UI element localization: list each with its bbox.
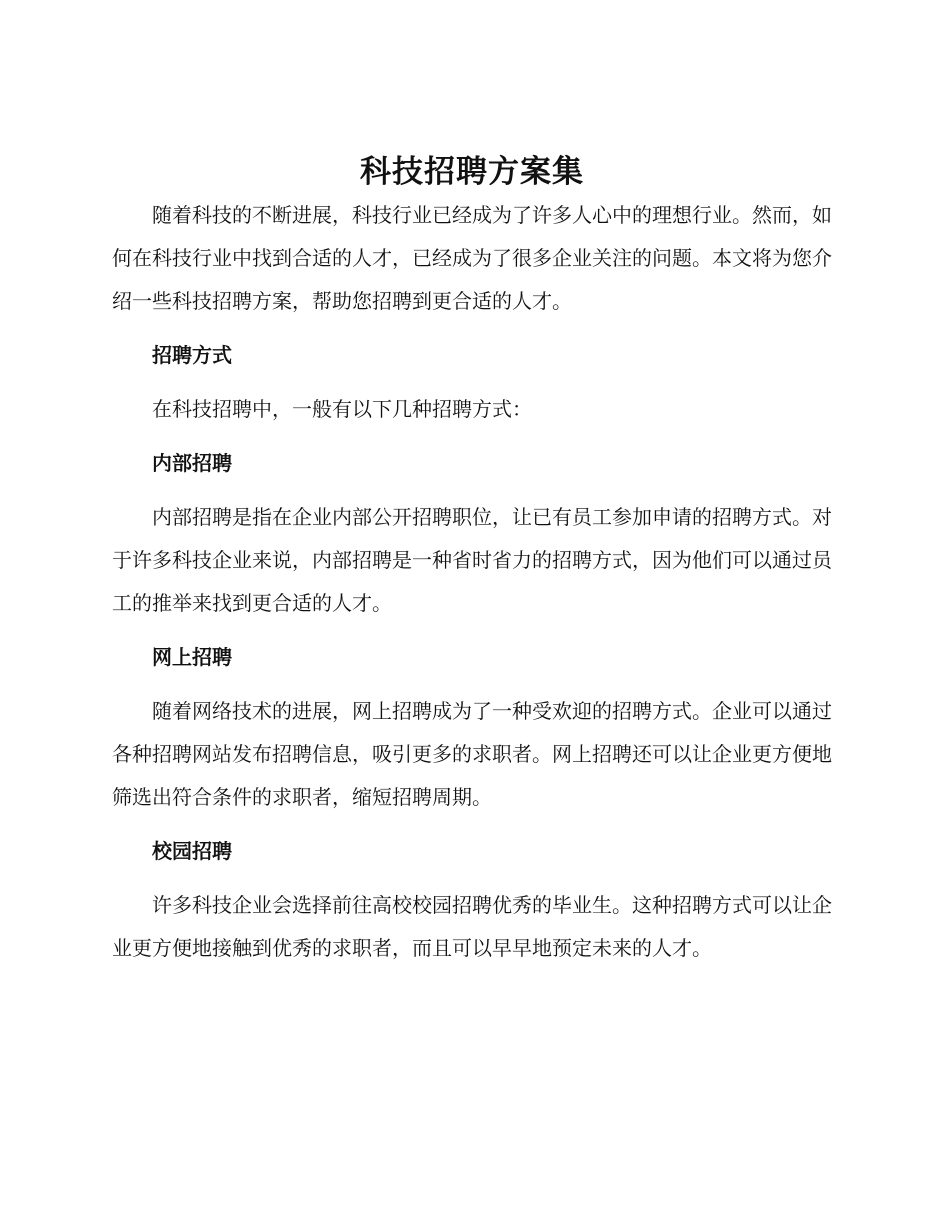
section-intro-paragraph: 在科技招聘中，一般有以下几种招聘方式：: [152, 397, 532, 421]
document-title: 科技招聘方案集: [360, 154, 584, 190]
method-paragraph-internal: 内部招聘是指在企业内部公开招聘职位，让已有员工参加申请的招聘方式。对于许多科技企业来说，内部招聘是一种省时省力的招聘方式，因为他们可以通过员工的推举来找到更合适的人才。: [112, 505, 832, 615]
method-paragraph-online: 随着网络技术的进展，网上招聘成为了一种受欢迎的招聘方式。企业可以通过各种招聘网站发布招聘信息，吸引更多的求职者。网上招聘还可以让企业更方便地筛选出符合条件的求职者，缩短招聘周期。: [112, 699, 832, 809]
spacer: [112, 873, 832, 884]
method-paragraph-campus: 许多科技企业会选择前往高校校园招聘优秀的毕业生。这种招聘方式可以让企业更方便地接触到优秀的求职者，而且可以早早地预定未来的人才。: [112, 893, 832, 960]
method-heading-online: 网上招聘: [152, 645, 232, 669]
method-heading-internal: 内部招聘: [152, 451, 232, 475]
spacer: [112, 485, 832, 496]
intro-paragraph: 随着科技的不断进展，科技行业已经成为了许多人心中的理想行业。然而，如何在科技行业中找到合适的人才，已经成为了很多企业关注的问题。本文将为您介绍一些科技招聘方案，帮助您招聘到更合适的人才。: [112, 203, 832, 313]
spacer: [112, 679, 832, 690]
spacer: [112, 819, 832, 830]
document-page: [112, 150, 832, 970]
section-heading: 招聘方式: [152, 343, 232, 367]
spacer: [112, 431, 832, 442]
spacer: [112, 625, 832, 636]
spacer: [112, 323, 832, 334]
spacer: [112, 377, 832, 388]
method-heading-campus: 校园招聘: [152, 839, 232, 863]
